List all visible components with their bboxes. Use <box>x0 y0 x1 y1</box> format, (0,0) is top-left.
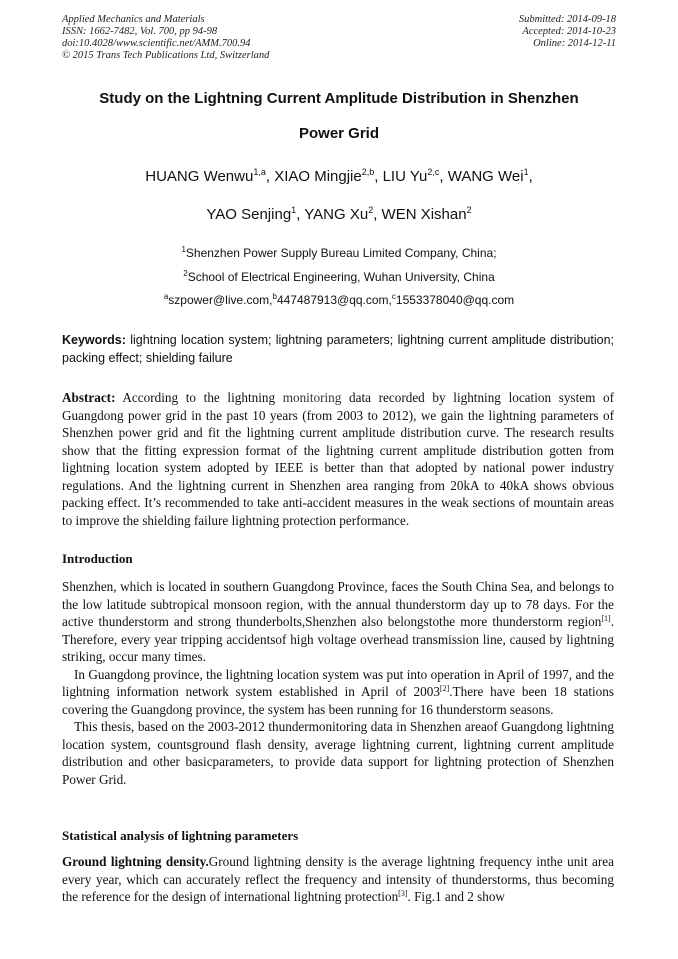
affiliation-mark: 2 <box>183 269 188 278</box>
author-list-line-2: YAO Senjing$^1$, YANG Xu$^2$, WEN Xishan$^2$ <box>206 205 472 223</box>
paragraph <box>62 578 614 666</box>
paragraph <box>62 666 614 719</box>
paper-title-line-2: Power Grid <box>298 125 380 142</box>
paragraph-text: In Guangdong province, the lightning location system was put into operation in April of 1997, and the lightning information network system established in April of 2003 <box>62 666 614 699</box>
affiliation-mark: 1 <box>181 245 186 254</box>
abstract-label: Abstract: <box>62 390 116 405</box>
journal-name: Applied Mechanics and Materials <box>62 14 205 25</box>
paragraph-lead: Ground lightning density. <box>62 854 209 869</box>
issn-line: ISSN: 1662-7482, Vol. 700, pp 94-98 <box>62 26 218 37</box>
author-name: YANG Xu <box>304 206 369 223</box>
citation-ref[interactable]: [2] <box>439 684 450 693</box>
email-link[interactable]: 1553378040@qq.com <box>395 293 515 307</box>
copyright-line: © 2015 Trans Tech Publications Ltd, Switzerland <box>62 50 270 61</box>
introduction-body <box>62 578 614 788</box>
author-affiliation-mark: 1 <box>523 167 529 177</box>
abstract-text-highlight: monitoring <box>282 390 342 405</box>
abstract <box>62 389 614 529</box>
introduction-heading: Introduction <box>62 551 133 566</box>
affiliation-2 <box>0 270 678 284</box>
paper-title-line-1: Study on the Lightning Current Amplitude Distribution in Shenzhen <box>99 90 579 107</box>
paragraph: This thesis, based on the 2003-2012 thundermonitoring data in Shenzhen areaof Guangdong lightning location system, countsground flash density, average lightning current, lightning current amplitude distribution and other basicparameters, to provide data support for lightning protection of Shenzhen Power Grid. <box>62 719 614 787</box>
author-affiliation-mark: 1 <box>291 205 297 215</box>
author-name: YAO Senjing <box>206 206 292 223</box>
author-name: XIAO Mingjie <box>274 168 362 185</box>
citation-ref[interactable]: [3] <box>398 889 408 898</box>
statistical-analysis-heading: Statistical analysis of lightning parameters <box>62 828 299 843</box>
paragraph-text: .There have been 18 stations covering the Guangdong province, the system has been running for 16 thunderstorm seasons. <box>62 684 614 717</box>
email-mark: b <box>272 292 277 301</box>
author-emails <box>0 293 678 307</box>
submission-dates <box>519 14 616 50</box>
author-name: LIU Yu <box>382 168 428 185</box>
journal-info <box>62 14 269 62</box>
online-date: Online: 2014-12-11 <box>533 38 616 49</box>
email-mark: c <box>391 292 396 301</box>
accepted-date: Accepted: 2014-10-23 <box>522 26 616 37</box>
ground-lightning-density-paragraph <box>62 853 614 906</box>
paragraph-text: . Fig.1 and 2 show <box>407 889 505 904</box>
affiliation-text: Shenzhen Power Supply Bureau Limited Company, China; <box>185 246 497 260</box>
paragraph-text: . Therefore, every year tripping accidentsof high voltage overhead transmission line, caused by lightning striking, occur many times. <box>62 614 614 664</box>
author-name: WANG Wei <box>447 168 524 185</box>
keywords-text: lightning location system; lightning parameters; lightning current amplitude distribution; packing effect; shielding failure <box>62 333 614 365</box>
email-link[interactable]: szpower@live.com, <box>168 293 273 307</box>
author-affiliation-mark: 1,a <box>253 167 266 177</box>
abstract-text: data recorded by lightning location system of Guangdong power grid in the past 10 years (from 2003 to 2012), we gain the lightning parameters of Shenzhen power grid and fit the lightning current amplitude distribution curve. The research results show that the fitting expression format of the lightning current amplitude distribution gotten from lightning location system adopted by IEEE is better than that adopted by national power industry regulations. And the lightning current in Shenzhen area ranging from 20kA to 40kA shows obvious packing effect. It’s recommended to take anti-accident measures in the weak sections of mountain areas to improve the shielding failure lightning protection performance. <box>62 390 614 528</box>
keywords-label: Keywords: <box>62 333 126 347</box>
author-name: WEN Xishan <box>381 206 467 223</box>
abstract-text: According to the lightning <box>115 390 283 405</box>
paragraph-text: Shenzhen, which is located in southern Guangdong Province, faces the South China Sea, and belongs to the low latitude subtropical monsoon region, with the annual thunderstorm day up to 78 days. For the active thunderstorm and strong thunderbolts,Shenzhen also belongstothe more thunderstorm region <box>62 579 614 629</box>
doi-line: doi:10.4028/www.scientific.net/AMM.700.94 <box>62 38 251 49</box>
author-affiliation-mark: 2 <box>466 205 472 215</box>
email-link[interactable]: 447487913@qq.com, <box>276 293 392 307</box>
email-mark: a <box>163 292 169 301</box>
author-affiliation-mark: 2 <box>368 205 374 215</box>
affiliation-text: School of Electrical Engineering, Wuhan University, China <box>187 270 495 284</box>
author-affiliation-mark: 2,b <box>361 167 375 177</box>
citation-ref[interactable]: [1] <box>601 614 611 623</box>
keywords <box>62 332 614 367</box>
affiliation-1 <box>0 246 678 260</box>
author-list-line-1: HUANG Wenwu$^{1,a}$, XIAO Mingjie$^{2,b}$, LIU Yu$^{2,c}$, WANG Wei$^1$, <box>145 167 533 185</box>
author-name: HUANG Wenwu <box>145 168 254 185</box>
author-affiliation-mark: 2,c <box>427 167 440 177</box>
submitted-date: Submitted: 2014-09-18 <box>518 14 616 25</box>
paragraph-text: Ground lightning density is the average lightning frequency inthe unit area every year, which can accurately reflect the frequency and intensity of thunderstorms, thus becoming the reference for the design of international lightning protection <box>62 854 614 904</box>
